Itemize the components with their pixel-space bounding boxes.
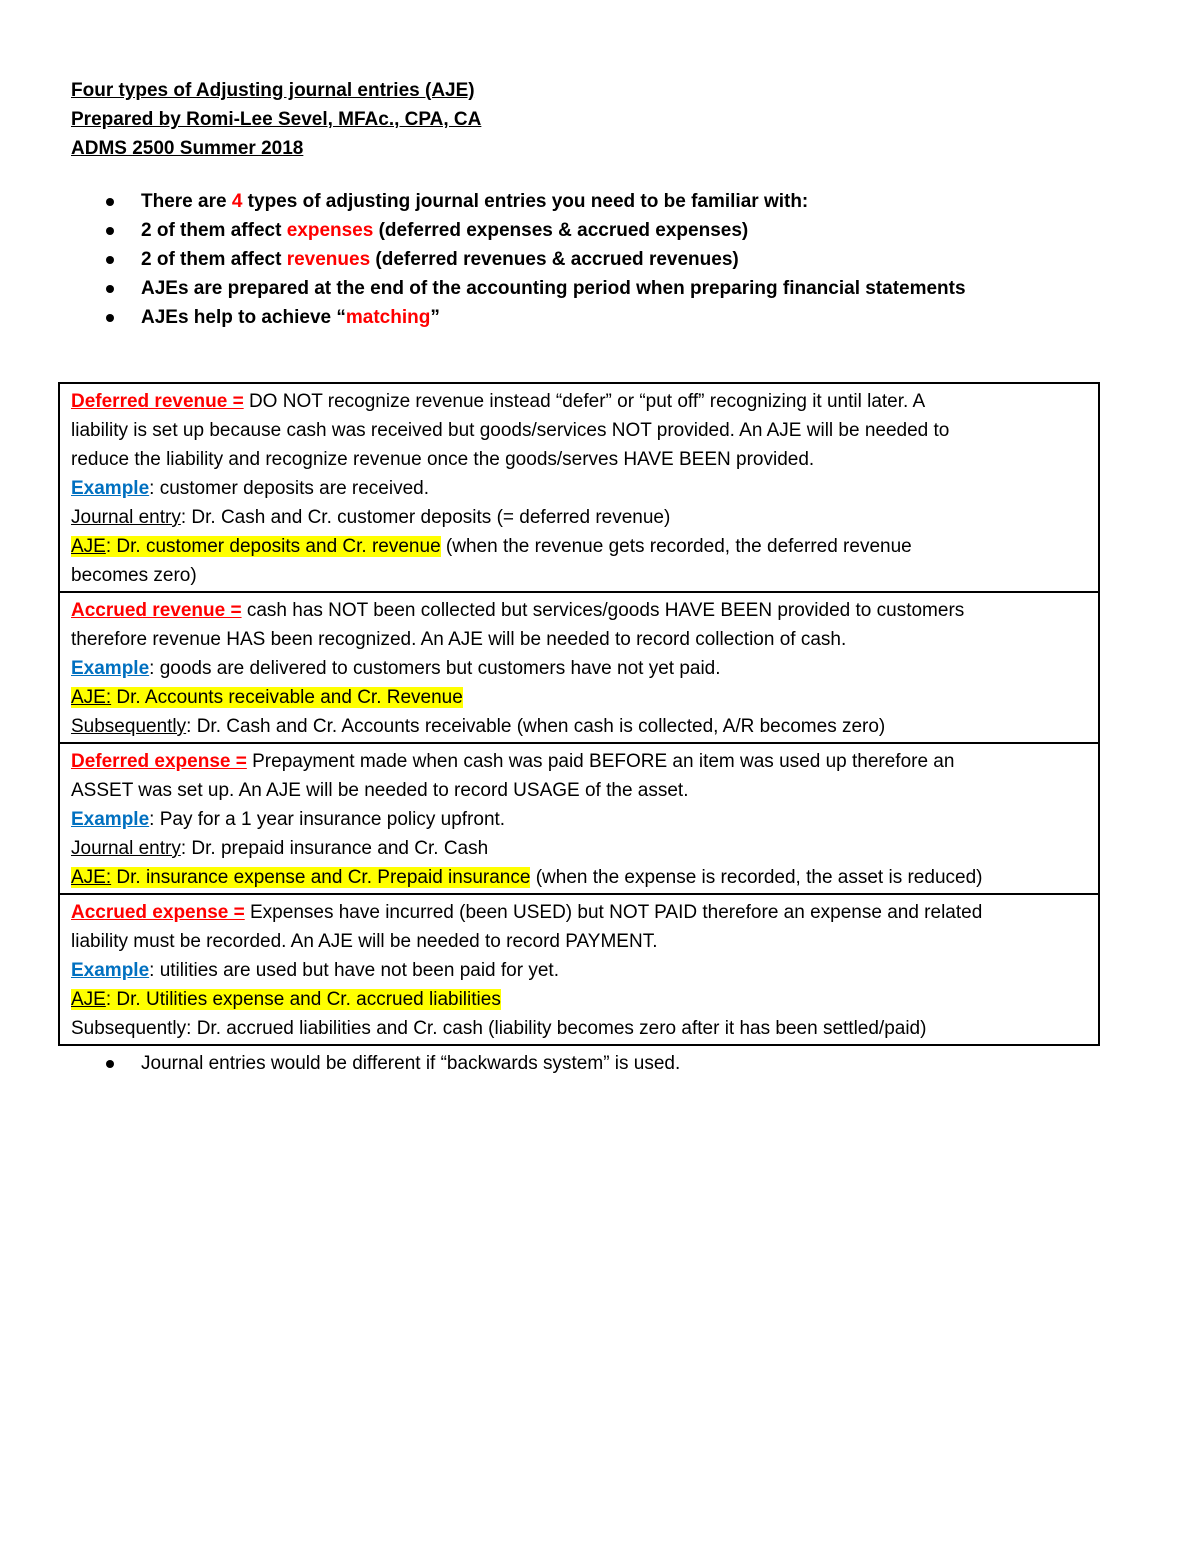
subsequently-line: Subsequently: Dr. accrued liabilities and Cr. cash (liability becomes zero after it has been settled/paid) xyxy=(71,1018,927,1039)
example-line: Example: customer deposits are received. xyxy=(71,478,430,499)
author-line: Prepared by Romi-Lee Sevel, MFAc., CPA, CA xyxy=(71,109,482,130)
definition-line: ASSET was set up. An AJE will be needed to record USAGE of the asset. xyxy=(71,780,689,801)
definition-line: Deferred revenue = DO NOT recognize revenue instead “defer” or “put off” recognizing it until later. A xyxy=(71,391,926,412)
document-title: Four types of Adjusting journal entries (AJE) xyxy=(71,80,475,101)
example-label: Example xyxy=(71,658,150,679)
closing-bullet-list xyxy=(71,1049,680,1078)
list-item: 2 of them affect expenses (deferred expenses & accrued expenses) xyxy=(71,216,966,245)
document-header xyxy=(71,76,481,163)
list-item: There are 4 types of adjusting journal entries you need to be familiar with: xyxy=(71,187,966,216)
journal-entry-label: Journal entry xyxy=(71,838,181,859)
aje-line-continued: becomes zero) xyxy=(71,565,197,586)
intro-bullet-list xyxy=(71,187,966,332)
aje-label: AJE: xyxy=(71,687,112,708)
aje-label: AJE: xyxy=(71,867,112,888)
bullet-icon xyxy=(106,227,114,235)
definition-line: Accrued revenue = cash has NOT been collected but services/goods HAVE BEEN provided to customers xyxy=(71,600,965,621)
bullet-icon xyxy=(106,256,114,264)
aje-line: AJE: Dr. Accounts receivable and Cr. Revenue xyxy=(71,687,463,708)
example-label: Example xyxy=(71,960,150,981)
subsequently-line: Subsequently: Dr. Cash and Cr. Accounts receivable (when cash is collected, A/R becomes zero) xyxy=(71,716,886,737)
aje-table xyxy=(58,382,1100,1046)
journal-entry-line: Journal entry: Dr. Cash and Cr. customer deposits (= deferred revenue) xyxy=(71,507,671,528)
definition-line: liability is set up because cash was received but goods/services NOT provided. An AJE will be needed to xyxy=(71,420,950,441)
definition-line: Accrued expense = Expenses have incurred (been USED) but NOT PAID therefore an expense and related xyxy=(71,902,983,923)
aje-label: AJE xyxy=(71,989,106,1010)
aje-line: AJE: Dr. insurance expense and Cr. Prepaid insurance (when the expense is recorded, the asset is reduced) xyxy=(71,867,983,888)
deferred-expense-cell xyxy=(60,742,1098,893)
aje-label: AJE xyxy=(71,536,106,557)
deferred-revenue-cell xyxy=(60,384,1098,591)
example-line: Example: goods are delivered to customers but customers have not yet paid. xyxy=(71,658,721,679)
bullet-icon xyxy=(106,314,114,322)
accrued-revenue-cell xyxy=(60,591,1098,742)
subsequently-label: Subsequently xyxy=(71,716,187,737)
aje-line: AJE: Dr. Utilities expense and Cr. accrued liabilities xyxy=(71,989,501,1010)
term-label: Accrued expense = xyxy=(71,902,245,923)
definition-line: Deferred expense = Prepayment made when cash was paid BEFORE an item was used up therefore an xyxy=(71,751,955,772)
journal-entry-line: Journal entry: Dr. prepaid insurance and Cr. Cash xyxy=(71,838,489,859)
definition-line: therefore revenue HAS been recognized. An AJE will be needed to record collection of cash. xyxy=(71,629,847,650)
bullet-icon xyxy=(106,198,114,206)
list-item: AJEs help to achieve “matching” xyxy=(71,303,966,332)
term-label: Deferred revenue = xyxy=(71,391,244,412)
list-item: AJEs are prepared at the end of the accounting period when preparing financial statements xyxy=(71,274,966,303)
accrued-expense-cell xyxy=(60,893,1098,1044)
bullet-icon xyxy=(106,1060,114,1068)
bullet-icon xyxy=(106,285,114,293)
example-line: Example: Pay for a 1 year insurance policy upfront. xyxy=(71,809,506,830)
term-label: Deferred expense = xyxy=(71,751,247,772)
aje-line: AJE: Dr. customer deposits and Cr. revenue (when the revenue gets recorded, the deferred revenue xyxy=(71,536,912,557)
example-label: Example xyxy=(71,478,150,499)
example-label: Example xyxy=(71,809,150,830)
list-item: 2 of them affect revenues (deferred revenues & accrued revenues) xyxy=(71,245,966,274)
definition-line: reduce the liability and recognize revenue once the goods/serves HAVE BEEN provided. xyxy=(71,449,815,470)
list-item: Journal entries would be different if “backwards system” is used. xyxy=(71,1049,680,1078)
definition-line: liability must be recorded. An AJE will be needed to record PAYMENT. xyxy=(71,931,658,952)
term-label: Accrued revenue = xyxy=(71,600,242,621)
course-line: ADMS 2500 Summer 2018 xyxy=(71,138,304,159)
journal-entry-label: Journal entry xyxy=(71,507,181,528)
example-line: Example: utilities are used but have not been paid for yet. xyxy=(71,960,559,981)
